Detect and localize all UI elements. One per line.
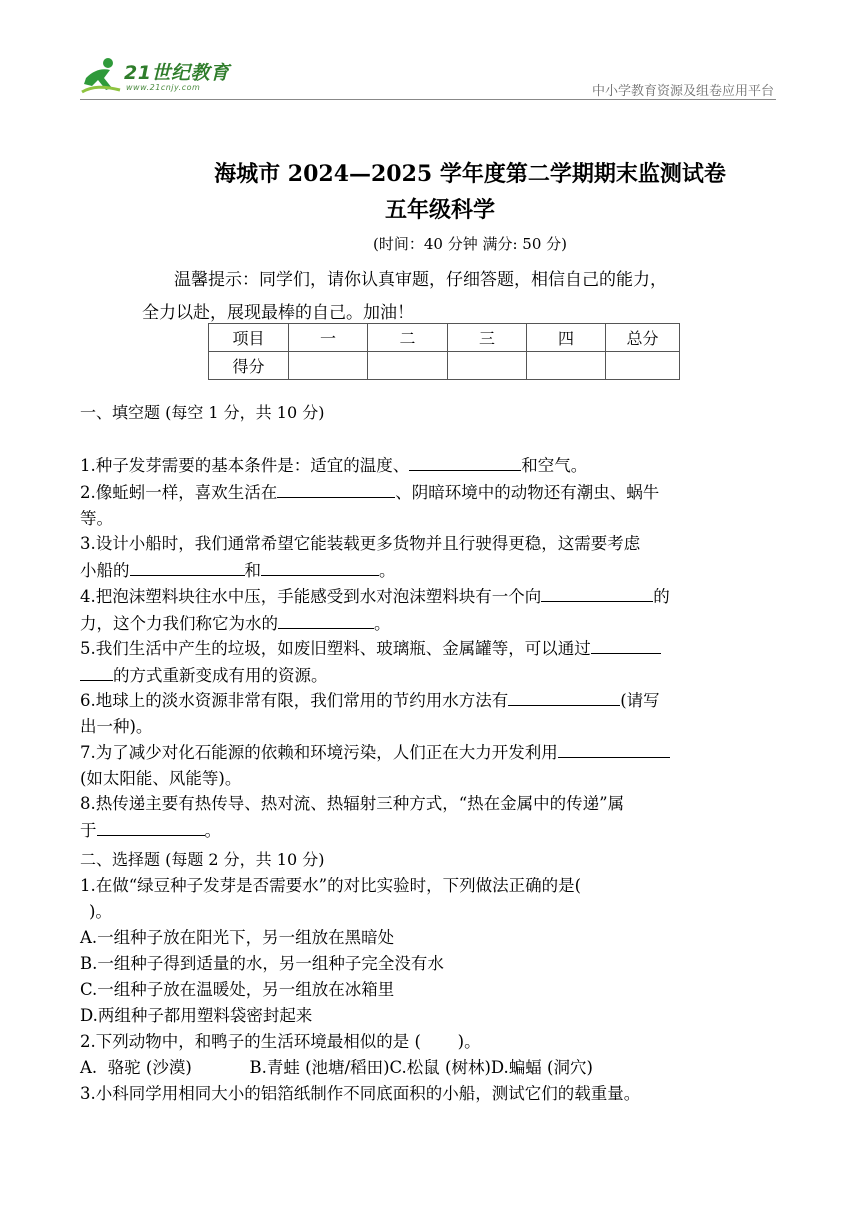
runner-icon xyxy=(80,56,122,96)
question-text: 5.我们生活中产生的垃圾，如废旧塑料、玻璃瓶、金属罐等，可以通过 xyxy=(80,639,591,658)
tip-line-1: 温馨提示：同学们，请你认真审题，仔细答题，相信自己的能力， xyxy=(174,270,667,290)
logo-text: 21世纪教育 xyxy=(124,62,230,84)
answer-blank[interactable] xyxy=(277,479,395,498)
score-header-cell: 四 xyxy=(527,324,606,352)
answer-blank[interactable] xyxy=(591,635,661,654)
answer-blank[interactable] xyxy=(261,557,379,576)
answer-blank[interactable] xyxy=(97,817,205,836)
question-text: 、阴暗环境中的动物还有潮虫、蜗牛 xyxy=(395,483,660,502)
fill-question-4 xyxy=(80,583,782,637)
choice-question-3: 3.小科同学用相同大小的铝箔纸制作不同底面积的小船，测试它们的载重量。 xyxy=(80,1084,641,1103)
choice-option[interactable]: D.两组种子都用塑料袋密封起来 xyxy=(80,1006,313,1025)
answer-blank[interactable] xyxy=(508,687,620,706)
score-cell[interactable] xyxy=(368,352,448,380)
header-divider xyxy=(80,99,776,100)
logo xyxy=(80,56,250,96)
question-text: )。 xyxy=(89,902,112,921)
question-text: 2.像蚯蚓一样，喜欢生活在 xyxy=(80,483,278,502)
score-header-cell: 一 xyxy=(289,324,368,352)
score-table-header-row xyxy=(209,324,680,352)
question-text: 。 xyxy=(379,561,396,580)
score-cell[interactable] xyxy=(289,352,368,380)
question-text: 1.种子发芽需要的基本条件是：适宜的温度、 xyxy=(80,456,410,475)
question-text: 3.设计小船时，我们通常希望它能装载更多货物并且行驶得更稳，这需要考虑 xyxy=(80,534,641,553)
question-text: 的 xyxy=(653,587,670,606)
choice-option[interactable]: A.一组种子放在阳光下，另一组放在黑暗处 xyxy=(80,928,395,947)
exam-title: 海城市 2024—2025 学年度第二学期期末监测试卷 xyxy=(214,161,726,187)
question-text: (请写 xyxy=(620,691,660,710)
answer-blank[interactable] xyxy=(130,557,245,576)
score-cell[interactable] xyxy=(448,352,527,380)
fill-question-8 xyxy=(80,791,782,844)
exam-subject: 五年级科学 xyxy=(384,197,495,223)
question-text: 的方式重新变成有用的资源。 xyxy=(113,666,328,685)
platform-name: 中小学教育资源及组卷应用平台 xyxy=(591,84,774,99)
choice-question-1 xyxy=(80,873,782,925)
score-table-score-row xyxy=(209,352,680,380)
page-header xyxy=(0,0,860,110)
answer-blank[interactable] xyxy=(409,452,521,471)
score-header-cell: 总分 xyxy=(606,324,680,352)
question-text: 出一种)。 xyxy=(80,717,153,736)
section1-heading: 一、填空题 (每空 1 分，共 10 分) xyxy=(80,403,325,422)
answer-blank[interactable] xyxy=(558,739,670,758)
score-cell[interactable] xyxy=(527,352,606,380)
fill-question-6 xyxy=(80,687,782,740)
question-text: 等。 xyxy=(80,509,113,528)
answer-blank[interactable] xyxy=(278,610,374,629)
score-header-cell: 项目 xyxy=(209,324,289,352)
question-text: 4.把泡沫塑料块往水中压，手能感受到水对泡沫塑料块有一个向 xyxy=(80,587,542,606)
score-header-cell: 三 xyxy=(448,324,527,352)
question-text: (如太阳能、风能等)。 xyxy=(80,769,242,788)
question-text: 和空气。 xyxy=(521,456,588,475)
fill-question-7 xyxy=(80,739,782,792)
question-text: 1.在做“绿豆种子发芽是否需要水”的对比实验时，下列做法正确的是( xyxy=(80,876,582,895)
fill-question-5 xyxy=(80,635,782,689)
answer-blank[interactable] xyxy=(80,662,113,681)
question-text: 小船的 xyxy=(80,561,130,580)
score-row-label: 得分 xyxy=(209,352,289,380)
exam-info: (时间：40 分钟 满分: 50 分) xyxy=(372,235,567,253)
score-table xyxy=(208,323,680,380)
question-text: 。 xyxy=(374,614,391,633)
section2-heading: 二、选择题 (每题 2 分，共 10 分) xyxy=(80,850,325,869)
answer-blank[interactable] xyxy=(541,583,653,602)
question-text: 7.为了减少对化石能源的依赖和环境污染，人们正在大力开发利用 xyxy=(80,743,558,762)
fill-question-2 xyxy=(80,479,782,532)
question-text: 和 xyxy=(244,561,261,580)
score-cell[interactable] xyxy=(606,352,680,380)
question-text: 6.地球上的淡水资源非常有限，我们常用的节约用水方法有 xyxy=(80,691,509,710)
fill-question-1 xyxy=(80,452,782,479)
question-text: 于 xyxy=(80,821,97,840)
question-text: 。 xyxy=(204,821,221,840)
fill-question-3 xyxy=(80,531,782,584)
tip-line-2: 全力以赴，展现最棒的自己。加油！ xyxy=(142,303,414,323)
choice-options-row[interactable]: A. 骆驼 (沙漠) B.青蛙 (池塘/稻田)C.松鼠 (树林)D.蝙蝠 (洞穴) xyxy=(80,1058,593,1077)
logo-url: www.21cnjy.com xyxy=(126,83,201,92)
question-text: 力，这个力我们称它为水的 xyxy=(80,614,278,633)
choice-option[interactable]: C.一组种子放在温暖处，另一组放在冰箱里 xyxy=(80,980,395,999)
choice-option[interactable]: B.一组种子得到适量的水，另一组种子完全没有水 xyxy=(80,954,444,973)
score-header-cell: 二 xyxy=(368,324,448,352)
question-text: 8.热传递主要有热传导、热对流、热辐射三种方式，“热在金属中的传递”属 xyxy=(80,794,625,813)
choice-question-2: 2.下列动物中，和鸭子的生活环境最相似的是 ( )。 xyxy=(80,1032,481,1051)
